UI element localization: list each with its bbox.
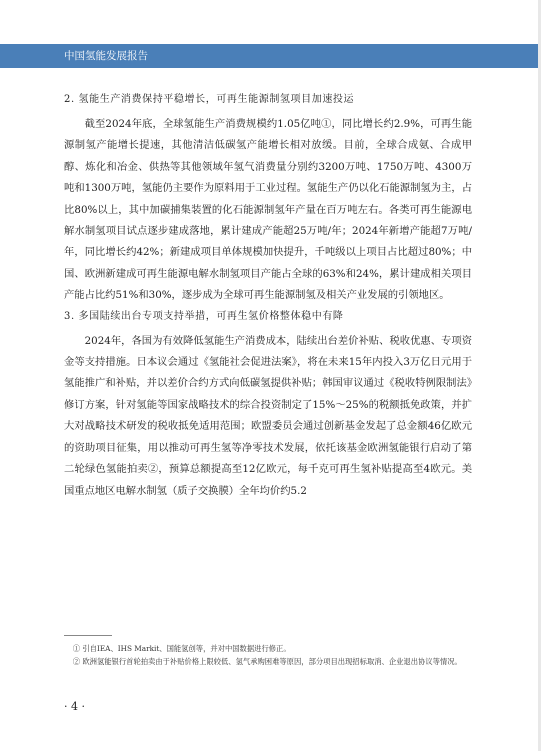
footnote-1: ① 引自IEA、IHS Markit、国能氢创等，并对中国数据进行修正。 <box>72 644 291 653</box>
header-bar <box>0 44 541 68</box>
section-heading-3: 3. 多国陆续出台专项支持举措，可再生氢价格整体稳中有降 <box>64 310 344 322</box>
section-heading-2: 2. 氢能生产消费保持平稳增长，可再生能源制氢项目加速投运 <box>64 94 355 105</box>
footnotes <box>64 642 474 668</box>
footnote-divider <box>64 635 112 636</box>
main-content <box>64 92 472 502</box>
body-paragraph-3: 2024年，各国为有效降低氢能生产消费成本，陆续出台差价补贴、税收优惠、专项资金等支持措施。日本议会通过《氢能社会促进法案》，将在未来15年内投入3万亿日元用于氢能推广和补贴，并以差价合约方式向低碳氢提供补贴；韩国审议通过《税收特例限制法》修订方案，针对氢能等国家战略技术的综合投资制定了15%～25%的税额抵免政策，并扩大对战略技术研发的税收抵免适用范围；欧盟委员会通过创新基金发起了总金额46亿欧元的资助项目征集，用以推动可再生氢等净零技术发展，依托该基金欧洲氢能银行启动了第二轮绿色氢能拍卖②，预算总额提高至12亿欧元，每千克可再生氢补贴提高至4欧元。美国重点地区电解水制氢（质子交换膜）全年均价约5.2 <box>64 334 472 497</box>
page-number: · 4 · <box>64 700 85 713</box>
footnote-2: ② 欧洲氢能银行首轮拍卖由于补贴价格上限较低、氢气承购困难等原因，部分项目出现招标取消、企业退出协议等情况。 <box>72 657 462 666</box>
body-paragraph-2: 截至2024年底，全球氢能生产消费规模约1.05亿吨①，同比增长约2.9%，可再生能源制氢产能增长提速，其他清洁低碳氢产能增长相对放缓。目前，全球合成氨、合成甲醇、炼化和冶金、供热等其他领域年氢气消费量分别约3200万吨、1750万吨、4300万吨和1300万吨，氢能仍主要作为原料用于工业过程。氢能生产仍以化石能源制氢为主，占比80%以上，其中加碳捕集装置的化石能源制氢年产量在百万吨左右。各类可再生能源电解水制氢项目试点逐步建成落地，累计建成产能超25万吨/年；2024年新增产能超7万吨/年，同比增长约42%；新建成项目单体规模加快提升，千吨级以上项目占比超过80%；中国、欧洲新建成可再生能源电解水制氢项目产能占全球的63%和24%，累计建成相关项目产能占比约51%和30%，逐步成为全球可再生能源制氢及相关产业发展的引领地区。 <box>64 118 472 302</box>
report-title: 中国氢能发展报告 <box>64 50 148 62</box>
